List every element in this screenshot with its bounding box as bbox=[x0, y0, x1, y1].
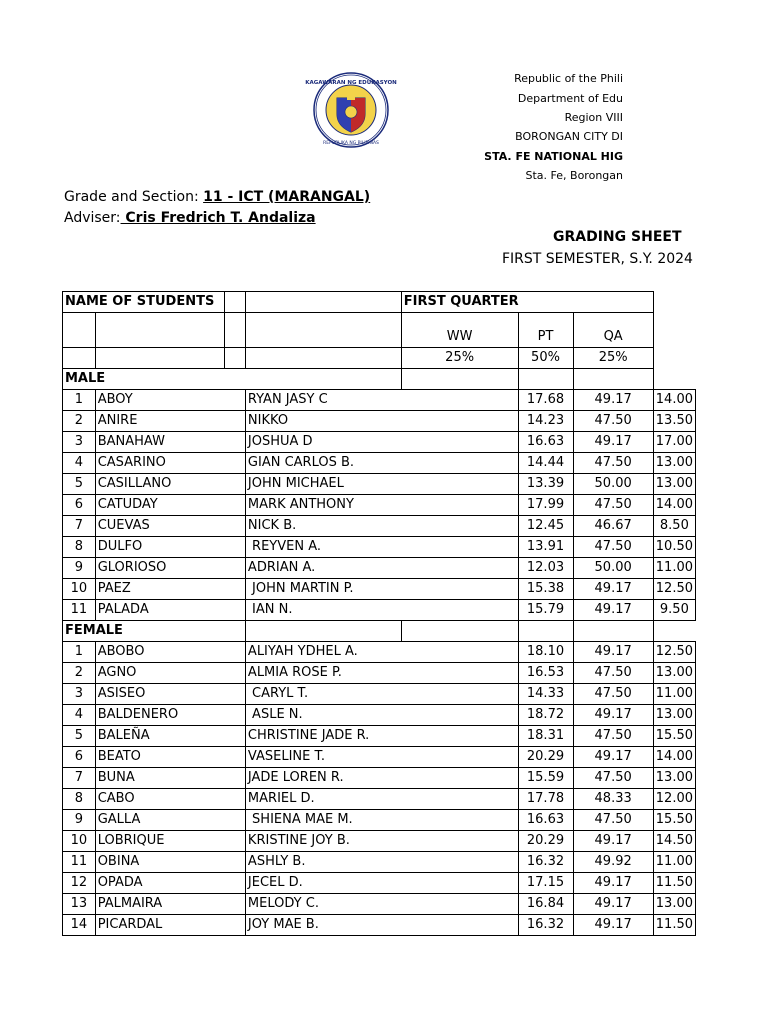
ww-score: 20.29 bbox=[518, 747, 573, 768]
ww-score: 12.03 bbox=[518, 558, 573, 579]
ww-score: 16.32 bbox=[518, 852, 573, 873]
ww-score: 14.33 bbox=[518, 684, 573, 705]
qa-score: 14.00 bbox=[653, 390, 695, 411]
student-number: 4 bbox=[63, 705, 96, 726]
ww-weight: 25% bbox=[401, 348, 518, 369]
ww-score: 16.84 bbox=[518, 894, 573, 915]
student-number: 6 bbox=[63, 495, 96, 516]
student-number: 7 bbox=[63, 768, 96, 789]
pt-score: 50.00 bbox=[573, 474, 653, 495]
student-last-name: GALLA bbox=[95, 810, 245, 831]
ww-score: 14.44 bbox=[518, 453, 573, 474]
pt-score: 47.50 bbox=[573, 810, 653, 831]
student-first-name: NICK B. bbox=[245, 516, 518, 537]
pt-score: 49.17 bbox=[573, 600, 653, 621]
student-number: 5 bbox=[63, 474, 96, 495]
student-number: 11 bbox=[63, 600, 96, 621]
table-row bbox=[63, 390, 696, 411]
male-section-row bbox=[63, 369, 696, 390]
table-row bbox=[63, 726, 696, 747]
student-number: 1 bbox=[63, 642, 96, 663]
pt-score: 47.50 bbox=[573, 537, 653, 558]
pt-score: 48.33 bbox=[573, 789, 653, 810]
ww-score: 18.31 bbox=[518, 726, 573, 747]
header-line-division: BORONGAN CITY DI bbox=[515, 130, 623, 143]
table-row bbox=[63, 810, 696, 831]
svg-text:REPUBLIKA NG PILIPINAS: REPUBLIKA NG PILIPINAS bbox=[323, 141, 379, 146]
qa-score: 11.50 bbox=[653, 873, 695, 894]
student-first-name: MARIEL D. bbox=[245, 789, 518, 810]
table-row bbox=[63, 495, 696, 516]
svg-text:KAGAWARAN NG EDUKASYON: KAGAWARAN NG EDUKASYON bbox=[305, 80, 397, 86]
table-row bbox=[63, 873, 696, 894]
pt-score: 47.50 bbox=[573, 768, 653, 789]
student-first-name: JECEL D. bbox=[245, 873, 518, 894]
student-last-name: CASILLANO bbox=[95, 474, 245, 495]
blank-cell bbox=[245, 313, 401, 348]
student-last-name: DULFO bbox=[95, 537, 245, 558]
pt-header: PT bbox=[518, 313, 573, 348]
qa-score: 10.50 bbox=[653, 537, 695, 558]
ww-score: 13.91 bbox=[518, 537, 573, 558]
student-first-name: MELODY C. bbox=[245, 894, 518, 915]
student-last-name: CABO bbox=[95, 789, 245, 810]
student-number: 9 bbox=[63, 810, 96, 831]
ww-score: 15.59 bbox=[518, 768, 573, 789]
student-last-name: BUNA bbox=[95, 768, 245, 789]
pt-score: 47.50 bbox=[573, 453, 653, 474]
pt-score: 50.00 bbox=[573, 558, 653, 579]
pt-score: 49.17 bbox=[573, 642, 653, 663]
pt-score: 47.50 bbox=[573, 663, 653, 684]
qa-score: 13.00 bbox=[653, 768, 695, 789]
student-number: 11 bbox=[63, 852, 96, 873]
ww-score: 17.15 bbox=[518, 873, 573, 894]
student-last-name: PALMAIRA bbox=[95, 894, 245, 915]
student-first-name: CARYL T. bbox=[245, 684, 518, 705]
blank-cell bbox=[401, 369, 518, 390]
component-header-row bbox=[63, 313, 696, 348]
student-last-name: PICARDAL bbox=[95, 915, 245, 936]
student-last-name: BEATO bbox=[95, 747, 245, 768]
table-row bbox=[63, 705, 696, 726]
qa-score: 14.00 bbox=[653, 495, 695, 516]
student-last-name: BALEÑA bbox=[95, 726, 245, 747]
sheet-title: GRADING SHEET bbox=[553, 229, 682, 245]
table-row bbox=[63, 474, 696, 495]
adviser-value: Cris Fredrich T. Andaliza bbox=[120, 210, 316, 226]
qa-score: 13.00 bbox=[653, 894, 695, 915]
pt-score: 49.17 bbox=[573, 747, 653, 768]
student-first-name: RYAN JASY C bbox=[245, 390, 518, 411]
pt-score: 47.50 bbox=[573, 684, 653, 705]
blank-cell bbox=[573, 621, 653, 642]
qa-score: 11.00 bbox=[653, 852, 695, 873]
table-row bbox=[63, 768, 696, 789]
student-last-name: BALDENERO bbox=[95, 705, 245, 726]
student-first-name: JOY MAE B. bbox=[245, 915, 518, 936]
qa-score: 11.00 bbox=[653, 684, 695, 705]
table-row bbox=[63, 453, 696, 474]
student-last-name: CASARINO bbox=[95, 453, 245, 474]
ww-score: 13.39 bbox=[518, 474, 573, 495]
pt-score: 49.92 bbox=[573, 852, 653, 873]
qa-score: 15.50 bbox=[653, 810, 695, 831]
ww-score: 15.79 bbox=[518, 600, 573, 621]
student-first-name: JADE LOREN R. bbox=[245, 768, 518, 789]
student-first-name: NIKKO bbox=[245, 411, 518, 432]
qa-score: 13.00 bbox=[653, 453, 695, 474]
student-last-name: LOBRIQUE bbox=[95, 831, 245, 852]
ww-score: 17.99 bbox=[518, 495, 573, 516]
qa-score: 12.00 bbox=[653, 789, 695, 810]
student-first-name: GIAN CARLOS B. bbox=[245, 453, 518, 474]
blank-cell bbox=[245, 348, 401, 369]
student-first-name: CHRISTINE JADE R. bbox=[245, 726, 518, 747]
student-number: 9 bbox=[63, 558, 96, 579]
student-number: 13 bbox=[63, 894, 96, 915]
first-quarter-header: FIRST QUARTER bbox=[401, 292, 653, 313]
ww-score: 14.23 bbox=[518, 411, 573, 432]
female-section-label: FEMALE bbox=[63, 621, 246, 642]
pt-score: 49.17 bbox=[573, 915, 653, 936]
blank-cell bbox=[63, 348, 96, 369]
ww-score: 15.38 bbox=[518, 579, 573, 600]
ww-header: WW bbox=[401, 313, 518, 348]
blank-cell bbox=[224, 313, 245, 348]
ww-score: 18.10 bbox=[518, 642, 573, 663]
blank-cell bbox=[518, 369, 573, 390]
student-number: 7 bbox=[63, 516, 96, 537]
student-first-name: ALMIA ROSE P. bbox=[245, 663, 518, 684]
student-first-name: ALIYAH YDHEL A. bbox=[245, 642, 518, 663]
student-first-name: KRISTINE JOY B. bbox=[245, 831, 518, 852]
ww-score: 17.68 bbox=[518, 390, 573, 411]
qa-score: 13.00 bbox=[653, 663, 695, 684]
student-last-name: OPADA bbox=[95, 873, 245, 894]
grade-section-value: 11 - ICT (MARANGAL) bbox=[203, 189, 371, 205]
student-last-name: ABOY bbox=[95, 390, 245, 411]
qa-score: 17.00 bbox=[653, 432, 695, 453]
pt-weight: 50% bbox=[518, 348, 573, 369]
pt-score: 49.17 bbox=[573, 390, 653, 411]
student-last-name: ANIRE bbox=[95, 411, 245, 432]
pt-score: 47.50 bbox=[573, 495, 653, 516]
ww-score: 12.45 bbox=[518, 516, 573, 537]
table-row bbox=[63, 642, 696, 663]
pt-score: 49.17 bbox=[573, 579, 653, 600]
table-row bbox=[63, 579, 696, 600]
qa-score: 13.00 bbox=[653, 474, 695, 495]
student-last-name: CUEVAS bbox=[95, 516, 245, 537]
grade-section-line bbox=[64, 189, 370, 205]
student-last-name: AGNO bbox=[95, 663, 245, 684]
student-number: 1 bbox=[63, 390, 96, 411]
student-first-name: REYVEN A. bbox=[245, 537, 518, 558]
table-row bbox=[63, 558, 696, 579]
blank-cell bbox=[224, 292, 245, 313]
student-first-name: JOHN MICHAEL bbox=[245, 474, 518, 495]
pt-score: 49.17 bbox=[573, 894, 653, 915]
table-row bbox=[63, 516, 696, 537]
table-row bbox=[63, 789, 696, 810]
sheet-subtitle: FIRST SEMESTER, S.Y. 2024 bbox=[502, 251, 693, 267]
adviser-line bbox=[64, 210, 316, 226]
qa-weight: 25% bbox=[573, 348, 653, 369]
student-first-name: ASLE N. bbox=[245, 705, 518, 726]
student-last-name: ABOBO bbox=[95, 642, 245, 663]
blank-cell bbox=[401, 621, 518, 642]
blank-cell bbox=[245, 621, 401, 642]
blank-cell bbox=[95, 348, 224, 369]
qa-score: 14.50 bbox=[653, 831, 695, 852]
header-line-department: Department of Edu bbox=[517, 92, 623, 105]
student-number: 3 bbox=[63, 684, 96, 705]
student-number: 6 bbox=[63, 747, 96, 768]
qa-score: 12.50 bbox=[653, 579, 695, 600]
student-last-name: ASISEO bbox=[95, 684, 245, 705]
ww-score: 17.78 bbox=[518, 789, 573, 810]
blank-cell bbox=[63, 313, 96, 348]
student-number: 4 bbox=[63, 453, 96, 474]
student-last-name: OBINA bbox=[95, 852, 245, 873]
adviser-label: Adviser: bbox=[64, 210, 121, 226]
header-line-region: Region VIII bbox=[564, 111, 623, 124]
table-row bbox=[63, 432, 696, 453]
ww-score: 16.53 bbox=[518, 663, 573, 684]
student-first-name: IAN N. bbox=[245, 600, 518, 621]
qa-score: 15.50 bbox=[653, 726, 695, 747]
table-row bbox=[63, 894, 696, 915]
header-school-name: STA. FE NATIONAL HIG bbox=[484, 150, 623, 163]
ww-score: 18.72 bbox=[518, 705, 573, 726]
pt-score: 49.17 bbox=[573, 432, 653, 453]
student-first-name: ASHLY B. bbox=[245, 852, 518, 873]
blank-cell bbox=[518, 621, 573, 642]
table-header-row bbox=[63, 292, 696, 313]
student-first-name: SHIENA MAE M. bbox=[245, 810, 518, 831]
qa-score: 8.50 bbox=[653, 516, 695, 537]
qa-score: 11.50 bbox=[653, 915, 695, 936]
student-number: 2 bbox=[63, 663, 96, 684]
ww-score: 16.63 bbox=[518, 432, 573, 453]
student-last-name: CATUDAY bbox=[95, 495, 245, 516]
qa-score: 9.50 bbox=[653, 600, 695, 621]
header-line-republic: Republic of the Phili bbox=[514, 72, 623, 85]
table-row bbox=[63, 915, 696, 936]
student-number: 14 bbox=[63, 915, 96, 936]
qa-score: 13.50 bbox=[653, 411, 695, 432]
pt-score: 49.17 bbox=[573, 873, 653, 894]
qa-score: 13.00 bbox=[653, 705, 695, 726]
student-last-name: PALADA bbox=[95, 600, 245, 621]
table-row bbox=[63, 852, 696, 873]
student-number: 12 bbox=[63, 873, 96, 894]
student-first-name: JOHN MARTIN P. bbox=[245, 579, 518, 600]
student-last-name: PAEZ bbox=[95, 579, 245, 600]
student-number: 3 bbox=[63, 432, 96, 453]
student-last-name: BANAHAW bbox=[95, 432, 245, 453]
pt-score: 46.67 bbox=[573, 516, 653, 537]
qa-score: 11.00 bbox=[653, 558, 695, 579]
male-section-label: MALE bbox=[63, 369, 402, 390]
grading-table bbox=[62, 291, 696, 936]
table-row bbox=[63, 684, 696, 705]
qa-score: 14.00 bbox=[653, 747, 695, 768]
blank-cell bbox=[573, 369, 653, 390]
student-number: 8 bbox=[63, 789, 96, 810]
blank-cell bbox=[224, 348, 245, 369]
ww-score: 16.32 bbox=[518, 915, 573, 936]
female-section-row bbox=[63, 621, 696, 642]
grading-table-body bbox=[63, 292, 696, 936]
header-school-address: Sta. Fe, Borongan bbox=[525, 169, 623, 182]
student-number: 8 bbox=[63, 537, 96, 558]
table-row bbox=[63, 663, 696, 684]
pt-score: 47.50 bbox=[573, 411, 653, 432]
student-number: 10 bbox=[63, 831, 96, 852]
student-number: 5 bbox=[63, 726, 96, 747]
pt-score: 47.50 bbox=[573, 726, 653, 747]
pt-score: 49.17 bbox=[573, 705, 653, 726]
student-number: 10 bbox=[63, 579, 96, 600]
student-first-name: ADRIAN A. bbox=[245, 558, 518, 579]
blank-cell bbox=[95, 313, 224, 348]
pt-score: 49.17 bbox=[573, 831, 653, 852]
table-row bbox=[63, 831, 696, 852]
name-of-students-header: NAME OF STUDENTS bbox=[63, 292, 225, 313]
table-row bbox=[63, 747, 696, 768]
blank-cell bbox=[245, 292, 401, 313]
ww-score: 20.29 bbox=[518, 831, 573, 852]
table-row bbox=[63, 411, 696, 432]
student-first-name: JOSHUA D bbox=[245, 432, 518, 453]
qa-header: QA bbox=[573, 313, 653, 348]
student-number: 2 bbox=[63, 411, 96, 432]
table-row bbox=[63, 537, 696, 558]
student-first-name: VASELINE T. bbox=[245, 747, 518, 768]
grade-section-label: Grade and Section: bbox=[64, 189, 199, 205]
qa-score: 12.50 bbox=[653, 642, 695, 663]
student-last-name: GLORIOSO bbox=[95, 558, 245, 579]
table-row bbox=[63, 600, 696, 621]
weight-row bbox=[63, 348, 696, 369]
ww-score: 16.63 bbox=[518, 810, 573, 831]
student-first-name: MARK ANTHONY bbox=[245, 495, 518, 516]
